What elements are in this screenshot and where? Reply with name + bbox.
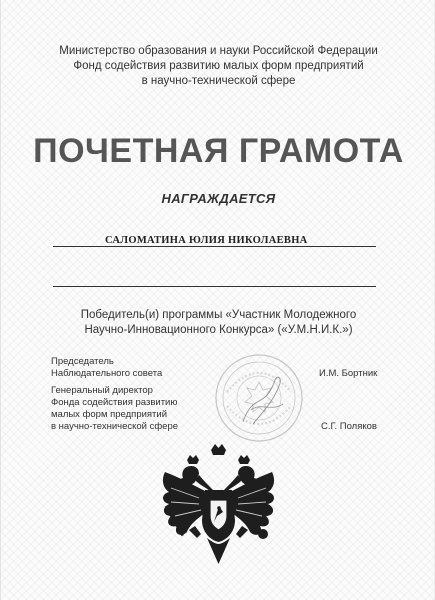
position-line: в научно-технической сфере [51,421,179,432]
round-seal [213,352,305,444]
position-line: Председатель [51,356,114,367]
position-line: Генеральный директор [51,385,153,396]
blank-underline [53,286,376,287]
signatory-chairman-position [51,356,162,380]
signatory-chairman-name: И.М. Бортник [319,368,378,379]
awarded-label: НАГРАЖДАЕТСЯ [161,191,276,206]
header-line-fund: Фонд содействия развитию малых форм предприятий [73,60,364,72]
position-line: малых форм предприятий [51,409,168,420]
achievement-text [41,308,396,338]
signatory-director-name: С.Г. Поляков [321,421,377,432]
position-line: Наблюдательного совета [51,368,163,379]
issuer-header [41,44,396,89]
achievement-line-2: Научно-Инновационного Конкурса» («У.М.Н.И.К.») [84,324,353,336]
double-headed-eagle-icon [151,442,286,567]
achievement-line-1: Победитель(и) программы «Участник Молодежного [80,309,357,321]
position-line: Фонда содействия развитию [51,397,178,408]
recipient-name: САЛОМАТИНА ЮЛИЯ НИКОЛАЕВНА [105,235,308,246]
name-underline [53,246,376,247]
signatory-director-position [51,385,178,433]
header-line-sphere: в научно-технической сфере [141,75,296,87]
header-line-ministry: Министерство образования и науки Российской Федерации [59,45,378,57]
certificate-title: ПОЧЕТНАЯ ГРАМОТА [33,132,404,170]
